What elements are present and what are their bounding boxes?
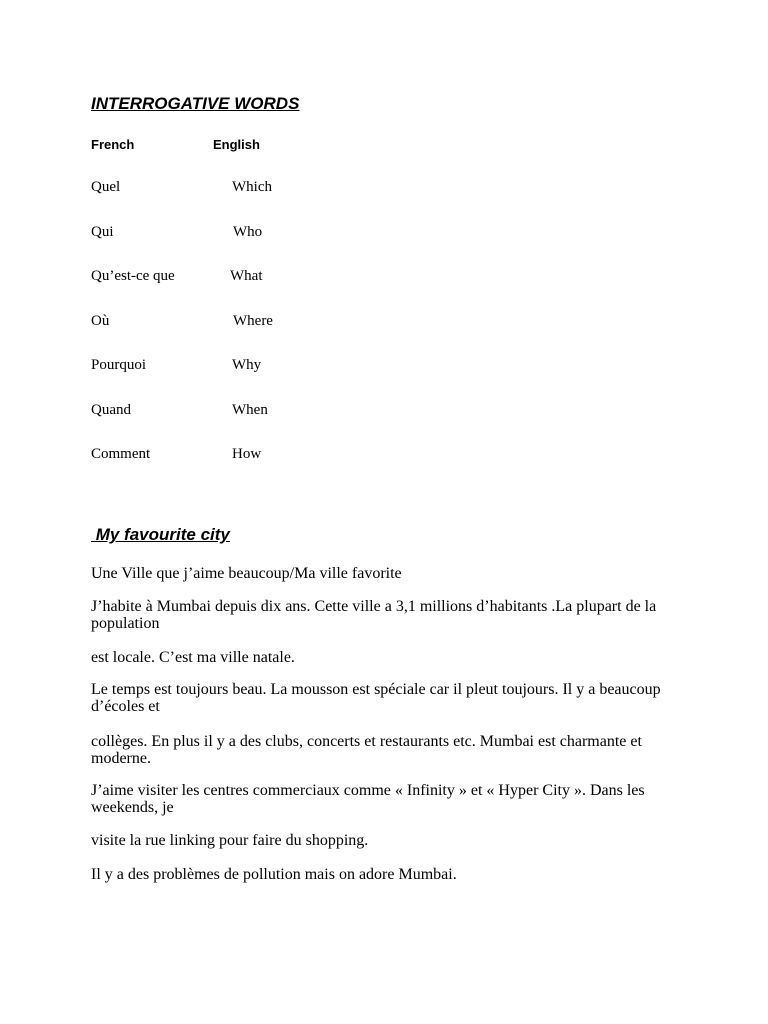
paragraph: est locale. C’est ma ville natale.: [91, 649, 295, 666]
section-title-interrogative-words: INTERROGATIVE WORDS: [91, 94, 300, 113]
column-header-english: English: [213, 137, 260, 152]
paragraph: Le temps est toujours beau. La mousson est spéciale car il pleut toujours. Il y a beaucoup d’écoles et: [91, 681, 661, 715]
french-word: Quel: [91, 179, 121, 195]
paragraph: J’aime visiter les centres commerciaux comme « Infinity » et « Hyper City ». Dans les weekends, je: [91, 782, 645, 816]
french-word: Quand: [91, 402, 131, 418]
paragraph: visite la rue linking pour faire du shopping.: [91, 832, 369, 849]
english-word: Who: [233, 224, 263, 240]
paragraph: Une Ville que j’aime beaucoup/Ma ville favorite: [91, 565, 402, 582]
paragraph: J’habite à Mumbai depuis dix ans. Cette ville a 3,1 millions d’habitants .La plupart de la population: [91, 598, 657, 632]
english-word: How: [232, 446, 262, 462]
paragraph: collèges. En plus il y a des clubs, concerts et restaurants etc. Mumbai est charmante et moderne.: [91, 733, 642, 767]
section-title-my-favourite-city: My favourite city: [91, 525, 230, 544]
english-word: Which: [232, 179, 272, 195]
english-word: Why: [232, 357, 262, 373]
french-word: Comment: [91, 446, 151, 462]
french-word: Où: [91, 313, 110, 329]
english-word: What: [230, 268, 263, 284]
column-header-french: French: [91, 137, 135, 152]
french-word: Qu’est-ce que: [91, 268, 175, 284]
english-word: Where: [233, 313, 273, 329]
french-word: Qui: [91, 224, 114, 240]
paragraph: Il y a des problèmes de pollution mais on adore Mumbai.: [91, 866, 457, 883]
english-word: When: [232, 402, 268, 418]
french-word: Pourquoi: [91, 357, 147, 373]
